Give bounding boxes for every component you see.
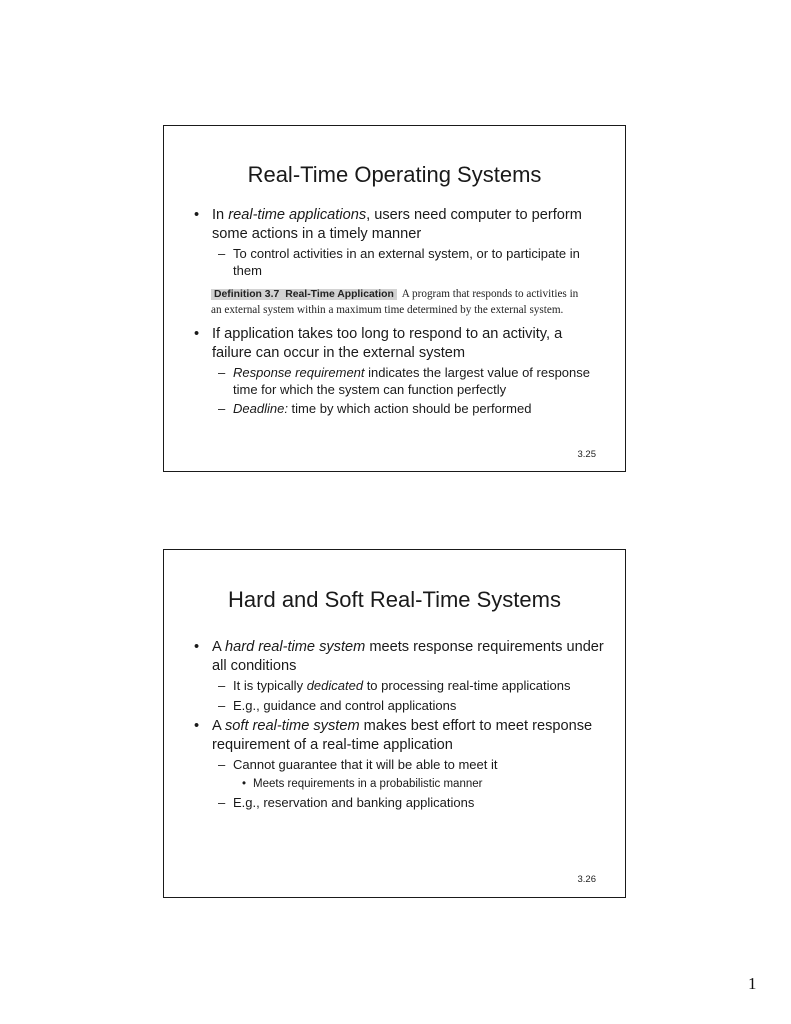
definition-text: A program that responds to activities in an external system within a maximum time determined by the external system.: [211, 288, 579, 316]
sub-bullet-control-activities: – To control activities in an external system, or to participate in them: [191, 246, 605, 279]
sub-bullet-deadline: – Deadline: time by which action should be performed: [191, 401, 605, 418]
slide-title: Real-Time Operating Systems: [247, 162, 542, 187]
slide-number: 3.26: [577, 874, 596, 885]
slide-3-25: [163, 125, 626, 472]
sub-bullet-response-requirement: – Response requirement indicates the largest value of response time for which the system can function perfectly: [191, 365, 605, 398]
bullet-failure: • If application takes too long to respond to an activity, a failure can occur in the external system: [191, 325, 605, 362]
slide-3-26: [163, 549, 626, 898]
bullet-hard-real-time: • A hard real-time system meets response requirements under all conditions: [191, 638, 605, 675]
sub-bullet-dedicated: – It is typically dedicated to processing real-time applications: [191, 678, 605, 695]
sub-sub-bullet-probabilistic: • Meets requirements in a probabilistic manner: [191, 777, 605, 792]
sub-bullet-cannot-guarantee: – Cannot guarantee that it will be able to meet it: [191, 757, 605, 774]
sub-bullet-guidance: – E.g., guidance and control applications: [191, 698, 605, 715]
bullet-soft-real-time: • A soft real-time system makes best effort to meet response requirement of a real-time application: [191, 717, 605, 754]
slide-number: 3.25: [577, 449, 596, 460]
slide-body: [191, 638, 605, 814]
definition-heading: Definition 3.7 Real-Time Application: [211, 289, 397, 300]
page-number: 1: [748, 974, 757, 993]
bullet-real-time-applications: • In real-time applications, users need computer to perform some actions in a timely manner: [191, 206, 605, 243]
slide-body: [191, 206, 605, 421]
definition-box: [211, 287, 585, 317]
sub-bullet-reservation: – E.g., reservation and banking applications: [191, 795, 605, 812]
slide-title: Hard and Soft Real-Time Systems: [228, 587, 561, 612]
